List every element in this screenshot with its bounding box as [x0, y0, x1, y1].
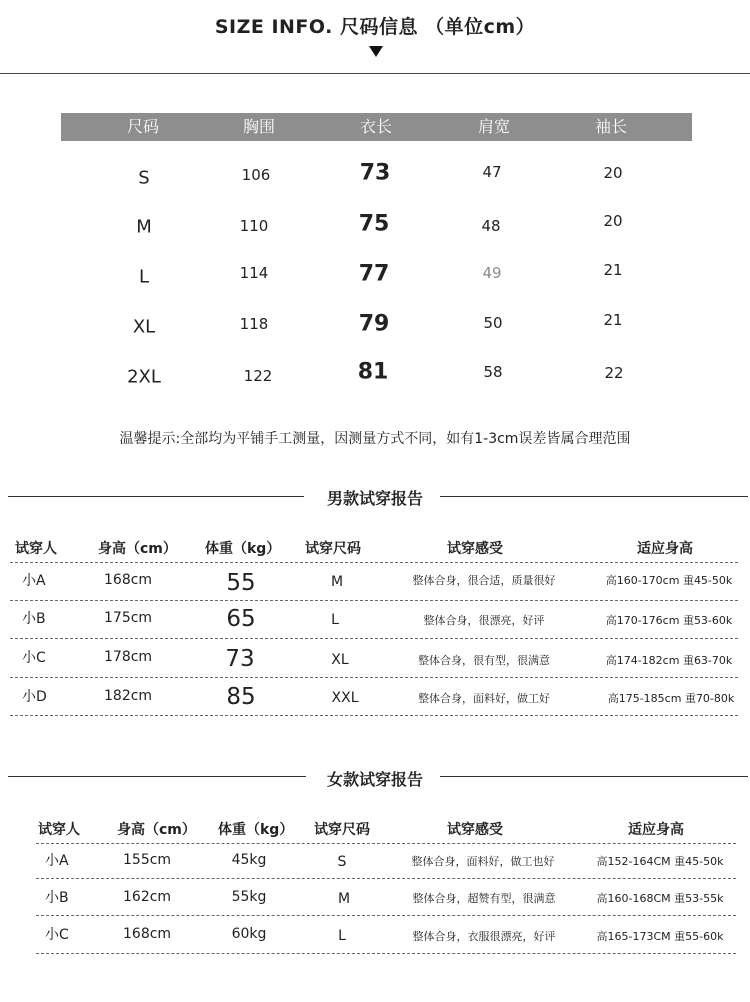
- row-divider: [36, 878, 736, 879]
- weight-cell: 85: [226, 684, 256, 710]
- height-cell: 162cm: [123, 889, 172, 905]
- size-row: [0, 359, 750, 416]
- fit-cell: 高170-176cm 重53-60k: [605, 614, 733, 627]
- length-cell: 73: [359, 160, 391, 186]
- col-header-person: 试穿人: [38, 822, 80, 838]
- size-row: [0, 261, 750, 316]
- height-cell: 175cm: [104, 610, 153, 626]
- shoulder-cell: 47: [482, 163, 502, 181]
- fit-cell: 高160-168CM 重53-55k: [596, 892, 724, 905]
- row-divider: [10, 600, 738, 601]
- shoulder-cell: 48: [481, 217, 501, 235]
- shoulder-cell: 49: [482, 264, 502, 282]
- height-cell: 168cm: [104, 572, 153, 588]
- feel-cell: 整体合身，很漂亮，好评: [423, 614, 545, 627]
- sleeve-cell: 20: [603, 212, 623, 230]
- weight-cell: 55kg: [231, 889, 267, 905]
- feel-cell: 整体合身，衣服很漂亮，好评: [412, 930, 556, 943]
- size-cell: XL: [132, 316, 156, 338]
- weight-cell: 55: [226, 570, 256, 596]
- down-arrow-icon: [369, 46, 383, 57]
- feel-cell: 整体合身，面料好，做工好: [418, 692, 550, 705]
- women-report-title: 女款试穿报告: [326, 770, 423, 789]
- row-divider: [36, 915, 736, 916]
- height-cell: 168cm: [123, 926, 172, 942]
- person-cell: 小A: [22, 573, 46, 589]
- sleeve-cell: 21: [603, 261, 623, 279]
- fit-cell: 高174-182cm 重63-70k: [605, 654, 733, 667]
- size-cell: S: [138, 167, 150, 189]
- sleeve-cell: 21: [603, 311, 623, 329]
- fit-cell: 高152-164CM 重45-50k: [596, 855, 724, 868]
- col-header-weight: 体重（kg）: [218, 822, 294, 838]
- length-cell: 77: [358, 261, 390, 287]
- person-cell: 小D: [22, 689, 47, 705]
- col-header-fit: 适应身高: [628, 822, 684, 838]
- title-divider: [0, 73, 750, 74]
- length-cell: 79: [358, 311, 390, 337]
- col-header-size: 试穿尺码: [314, 822, 370, 838]
- page-title: SIZE INFO. 尺码信息 （单位cm）: [214, 16, 536, 38]
- chest-cell: 110: [239, 217, 269, 235]
- row-divider: [36, 953, 736, 954]
- col-header-sleeve: 袖长: [594, 117, 628, 136]
- chest-cell: 114: [239, 264, 269, 282]
- men-report-title: 男款试穿报告: [326, 489, 423, 508]
- col-header-feel: 试穿感受: [447, 822, 503, 838]
- chest-cell: 118: [239, 315, 269, 333]
- height-cell: 155cm: [123, 852, 172, 868]
- col-header-chest: 胸围: [242, 117, 276, 136]
- row-divider: [10, 715, 738, 716]
- feel-cell: 整体合身，面料好，做工也好: [411, 855, 555, 868]
- col-header-height: 身高（cm）: [117, 822, 196, 838]
- size-cell: 2XL: [127, 366, 161, 388]
- size-row: [0, 211, 750, 266]
- row-divider: [36, 843, 736, 844]
- size-cell: XL: [331, 652, 349, 668]
- size-table-header: [61, 113, 692, 141]
- weight-cell: 65: [226, 606, 256, 632]
- col-header-feel: 试穿感受: [447, 541, 503, 557]
- person-cell: 小C: [22, 650, 46, 666]
- row-divider: [10, 677, 738, 678]
- person-cell: 小B: [22, 611, 46, 627]
- col-header-size: 尺码: [126, 117, 160, 136]
- fit-cell: 高175-185cm 重70-80k: [607, 692, 735, 705]
- size-cell: M: [337, 891, 351, 907]
- size-cell: L: [338, 928, 346, 944]
- size-cell: L: [138, 266, 150, 288]
- person-cell: 小B: [45, 890, 69, 906]
- weight-cell: 45kg: [231, 852, 267, 868]
- height-cell: 178cm: [104, 649, 153, 665]
- size-cell: M: [136, 216, 152, 238]
- chest-cell: 106: [241, 166, 271, 184]
- sleeve-cell: 20: [603, 164, 623, 182]
- shoulder-cell: 58: [483, 363, 503, 381]
- col-header-size: 试穿尺码: [305, 541, 361, 557]
- col-header-weight: 体重（kg）: [205, 541, 281, 557]
- weight-cell: 73: [225, 646, 255, 672]
- size-cell: L: [331, 612, 339, 628]
- fit-cell: 高160-170cm 重45-50k: [605, 574, 733, 587]
- person-cell: 小A: [45, 853, 69, 869]
- shoulder-cell: 50: [483, 314, 503, 332]
- chest-cell: 122: [243, 367, 273, 385]
- sleeve-cell: 22: [604, 364, 624, 382]
- feel-cell: 整体合身，很有型，很满意: [418, 654, 550, 667]
- height-cell: 182cm: [104, 688, 153, 704]
- col-header-length: 衣长: [359, 117, 393, 136]
- col-header-height: 身高（cm）: [98, 541, 177, 557]
- fit-cell: 高165-173CM 重55-60k: [596, 930, 724, 943]
- measurement-tip: 温馨提示:全部均为平铺手工测量，因测量方式不同，如有1-3cm误差皆属合理范围: [119, 431, 631, 447]
- col-header-person: 试穿人: [15, 541, 57, 557]
- length-cell: 81: [357, 359, 389, 385]
- length-cell: 75: [358, 211, 390, 237]
- person-cell: 小C: [45, 927, 69, 943]
- feel-cell: 整体合身，很合适，质量很好: [412, 574, 556, 587]
- col-header-fit: 适应身高: [637, 541, 693, 557]
- size-cell: S: [337, 854, 347, 870]
- size-cell: M: [330, 574, 344, 590]
- col-header-shoulder: 肩宽: [477, 117, 511, 136]
- row-divider: [10, 638, 738, 639]
- weight-cell: 60kg: [231, 926, 267, 942]
- size-row: [0, 160, 750, 215]
- row-divider: [10, 562, 738, 563]
- size-cell: XXL: [331, 690, 359, 706]
- feel-cell: 整体合身，超赞有型，很满意: [412, 892, 556, 905]
